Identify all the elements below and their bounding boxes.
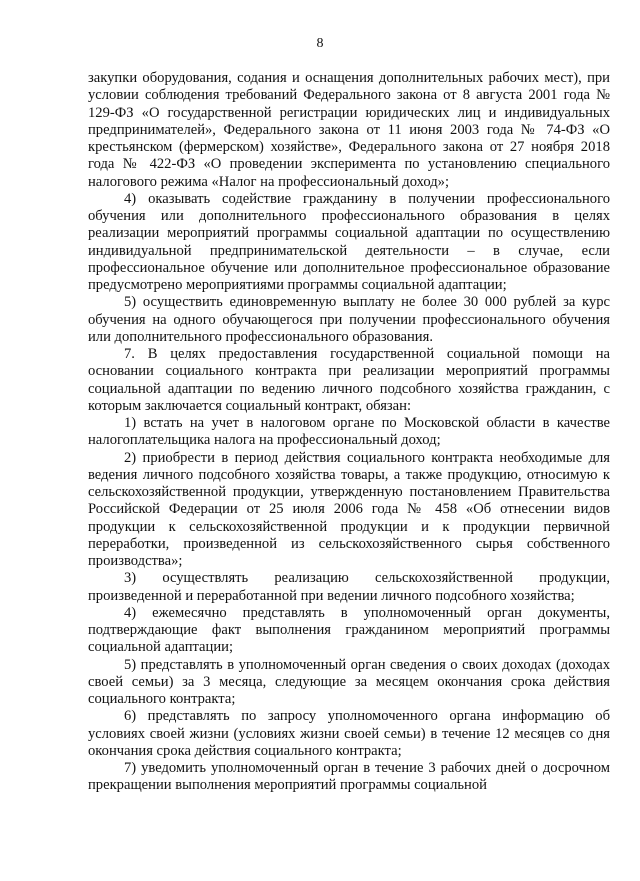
paragraph-item-3-sales: 3) осуществлять реализацию сельскохозяйственной продукции, произведенной и переработанной при ведении личного подсобного хозяйства; (88, 570, 610, 604)
paragraph-item-5-payment: 5) осуществить единовременную выплату не более 30 000 рублей за курс обучения на одного обучающегося при получении профессионального обучения или дополнительного профессионального образования. (88, 294, 610, 345)
paragraph-item-4-training: 4) оказывать содействие гражданину в получении профессионального обучения или дополнительного профессионального образования в целях реализации мероприятий программы социальной адаптации по осуществлению индивидуальной предпринимательской деятельности – в случае, если профессиональное обучение или дополнительное профессиональное образование предусмотрено мероприятиями программы социальной адаптации; (88, 190, 610, 293)
paragraph-item-5-income: 5) представлять в уполномоченный орган сведения о своих доходах (доходах своей семьи) за 3 месяца, следующие за месяцем окончания срока действия социального контракта; (88, 656, 610, 707)
paragraph-item-7-notification: 7) уведомить уполномоченный орган в течение 3 рабочих дней о досрочном прекращении выполнения мероприятий программы социальной (88, 760, 610, 794)
paragraph-section-7: 7. В целях предоставления государственной социальной помощи на основании социального контракта при реализации мероприятий программы социальной адаптации по ведению личного подсобного хозяйства гражданин, с которым заключается социальный контракт, обязан: (88, 346, 610, 414)
paragraph-item-6-living-conditions: 6) представлять по запросу уполномоченного органа информацию об условиях своей жизни (условиях жизни своей семьи) в течение 12 месяцев со дня окончания срока действия социального контракта; (88, 708, 610, 759)
document-body (88, 70, 610, 795)
page-number: 8 (316, 36, 324, 51)
paragraph-item-2-purchase: 2) приобрести в период действия социального контракта необходимые для ведения личного подсобного хозяйства товары, а также продукцию, относимую к сельскохозяйственной продукции, утвержденную постановлением Правительства Российской Федерации от 25 июля 2006 года № 458 «Об отнесении видов продукции к сельскохозяйственной продукции и к продукции первичной переработки, произведенной из сельскохозяйственного сырья собственного производства»; (88, 449, 610, 569)
paragraph-item-4-documents: 4) ежемесячно представлять в уполномоченный орган документы, подтверждающие факт выполнения гражданином мероприятий программы социальной адаптации; (88, 604, 610, 656)
paragraph-continuation: закупки оборудования, содания и оснащения дополнительных рабочих мест), при условии соблюдения требований Федерального закона от 8 августа 2001 года № 129-ФЗ «О государственной регистрации юридических лиц и индивидуальных предпринимателей», Федерального закона от 11 июня 2003 года № 74-ФЗ «О крестьянском (фермерском) хозяйстве», Федерального закона от 27 ноября 2018 года № 422-ФЗ «О проведении эксперимента по установлению специального налогового режима «Налог на профессиональный доход»; (88, 70, 610, 190)
paragraph-item-1-tax-registration: 1) встать на учет в налоговом органе по Московской области в качестве налогоплательщика налога на профессиональный доход; (88, 415, 610, 449)
